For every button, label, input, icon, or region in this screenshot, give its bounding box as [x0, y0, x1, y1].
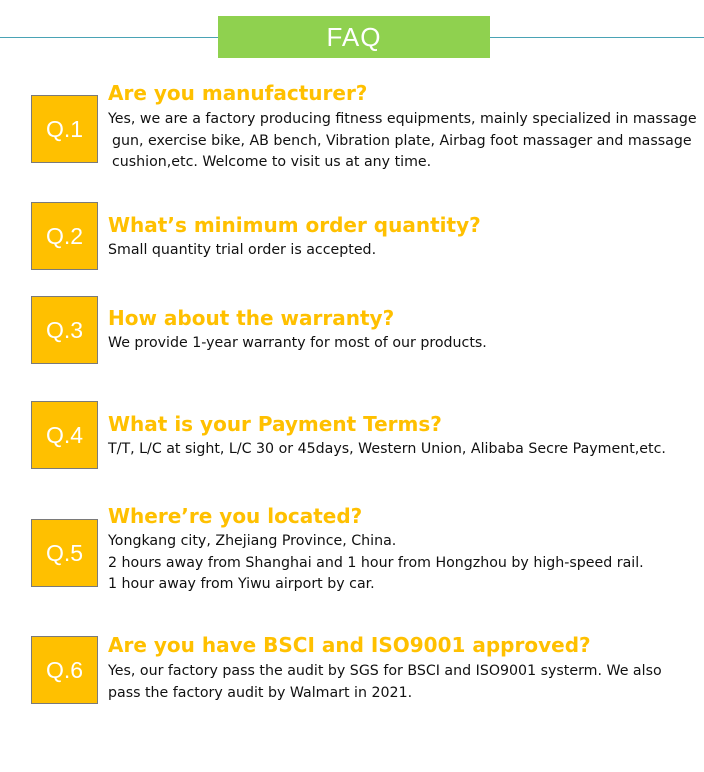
answer-text: [108, 333, 698, 355]
question-number-badge: Q.3: [31, 296, 98, 364]
question-heading: How about the warranty?: [108, 306, 395, 330]
question-number-badge: Q.2: [31, 202, 98, 270]
answer-line: 1 hour away from Yiwu airport by car.: [108, 576, 375, 592]
question-number-badge: Q.6: [31, 636, 98, 704]
answer-line: cushion,etc. Welcome to visit us at any time.: [112, 154, 432, 170]
answer-line: Small quantity trial order is accepted.: [108, 242, 377, 258]
answer-text: [108, 531, 698, 596]
answer-text: [108, 661, 698, 704]
answer-line: gun, exercise bike, AB bench, Vibration plate, Airbag foot massager and massage: [112, 132, 692, 149]
answer-line: Yongkang city, Zhejiang Province, China.: [108, 533, 397, 549]
question-number-badge: Q.5: [31, 519, 98, 587]
answer-line: T/T, L/C at sight, L/C 30 or 45days, Western Union, Alibaba Secre Payment,etc.: [108, 441, 666, 457]
answer-text: [108, 109, 698, 174]
answer-line: pass the factory audit by Walmart in 2021.: [108, 684, 413, 701]
question-heading: Are you have BSCI and ISO9001 approved?: [108, 633, 591, 657]
answer-line: Yes, our factory pass the audit by SGS for BSCI and ISO9001 systerm. We also: [108, 663, 662, 679]
question-heading: What is your Payment Terms?: [108, 412, 442, 436]
question-heading: Are you manufacturer?: [108, 81, 368, 105]
answer-line: Yes, we are a factory producing fitness equipments, mainly specialized in massage: [108, 111, 697, 127]
question-heading: What’s minimum order quantity?: [108, 213, 481, 237]
question-number-badge: Q.1: [31, 95, 98, 163]
answer-line: 2 hours away from Shanghai and 1 hour from Hongzhou by high-speed rail.: [108, 554, 644, 571]
answer-text: [108, 439, 698, 461]
answer-text: [108, 240, 698, 262]
answer-line: We provide 1-year warranty for most of our products.: [108, 335, 487, 351]
faq-title-banner: FAQ: [218, 16, 490, 58]
question-heading: Where’re you located?: [108, 504, 363, 528]
question-number-badge: Q.4: [31, 401, 98, 469]
